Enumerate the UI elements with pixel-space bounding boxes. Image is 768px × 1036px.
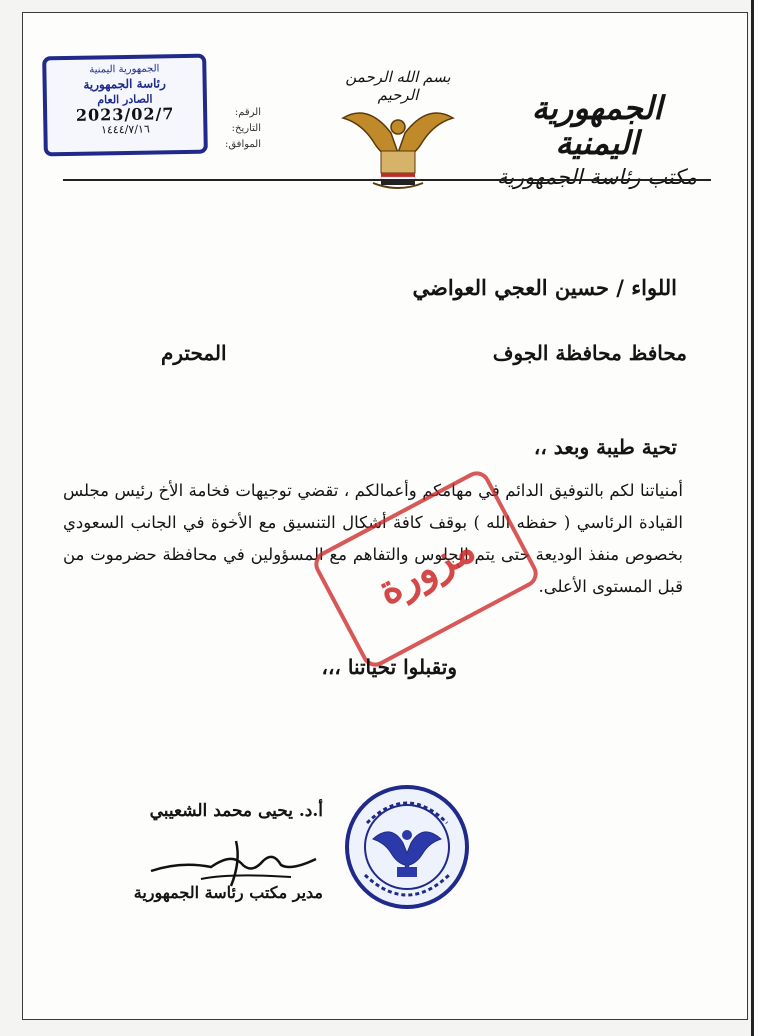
- signer-name: أ.د. يحيى محمد الشعيبي: [149, 801, 323, 821]
- signer-title: مدير مكتب رئاسة الجمهورية: [133, 883, 323, 902]
- ref-label-number: الرقم:: [234, 107, 261, 118]
- recipient: اللواء / حسين العجي العواضي: [412, 275, 677, 300]
- stamp-line-presidency: رئاسة الجمهورية: [83, 76, 166, 92]
- outgoing-registry-stamp: [42, 54, 208, 157]
- stamp-number: ١٤٤٤/٧/١٦: [100, 122, 150, 137]
- stamp-line-outgoing: الصادر العام: [97, 92, 153, 107]
- stamp-date: 2023/02/7: [75, 104, 175, 125]
- honorific: المحترم: [161, 341, 227, 365]
- official-seal-icon: [343, 783, 471, 911]
- letterhead-org: [487, 91, 707, 189]
- closing: وتقبلوا تحياتنا ،،،: [321, 655, 457, 679]
- ref-label-corresponding: الموافق:: [224, 139, 261, 150]
- basmala: بسم الله الرحمن الرحيم: [345, 68, 451, 104]
- eagle-emblem-icon: [323, 93, 473, 193]
- org-name: الجمهورية اليمنية: [531, 89, 663, 163]
- office-name: مكتب رئاسة الجمهورية: [496, 165, 698, 190]
- handwritten-signature-icon: [141, 831, 321, 891]
- reference-labels: [219, 105, 261, 153]
- greeting: تحية طيبة وبعد ،،: [533, 435, 677, 459]
- forged-stamp-text: مزورة: [369, 524, 483, 614]
- letter-body: أمنياتنا لكم بالتوفيق الدائم في مهامكم وأعمالكم ، تقضي توجيهات فخامة الأخ رئيس مجلس القيادة الرئاسي ( حفظه الله ) بوقف كافة أشكال التنسيق مع الأخوة في الجانب السعودي بخصوص منفذ الوديعة حتى يتم الجلوس والتفاهم مع المسؤولين في محافظة حضرموت من قبل المستوى الأعلى.: [63, 481, 683, 596]
- stamp-line-republic: الجمهورية اليمنية: [89, 63, 160, 76]
- document-page: [22, 12, 748, 1020]
- header-divider: [63, 179, 711, 181]
- adjacent-page-edge: [751, 0, 768, 1036]
- governor-line: محافظ محافظة الجوف: [492, 341, 687, 365]
- ref-label-date: التاريخ:: [231, 123, 261, 134]
